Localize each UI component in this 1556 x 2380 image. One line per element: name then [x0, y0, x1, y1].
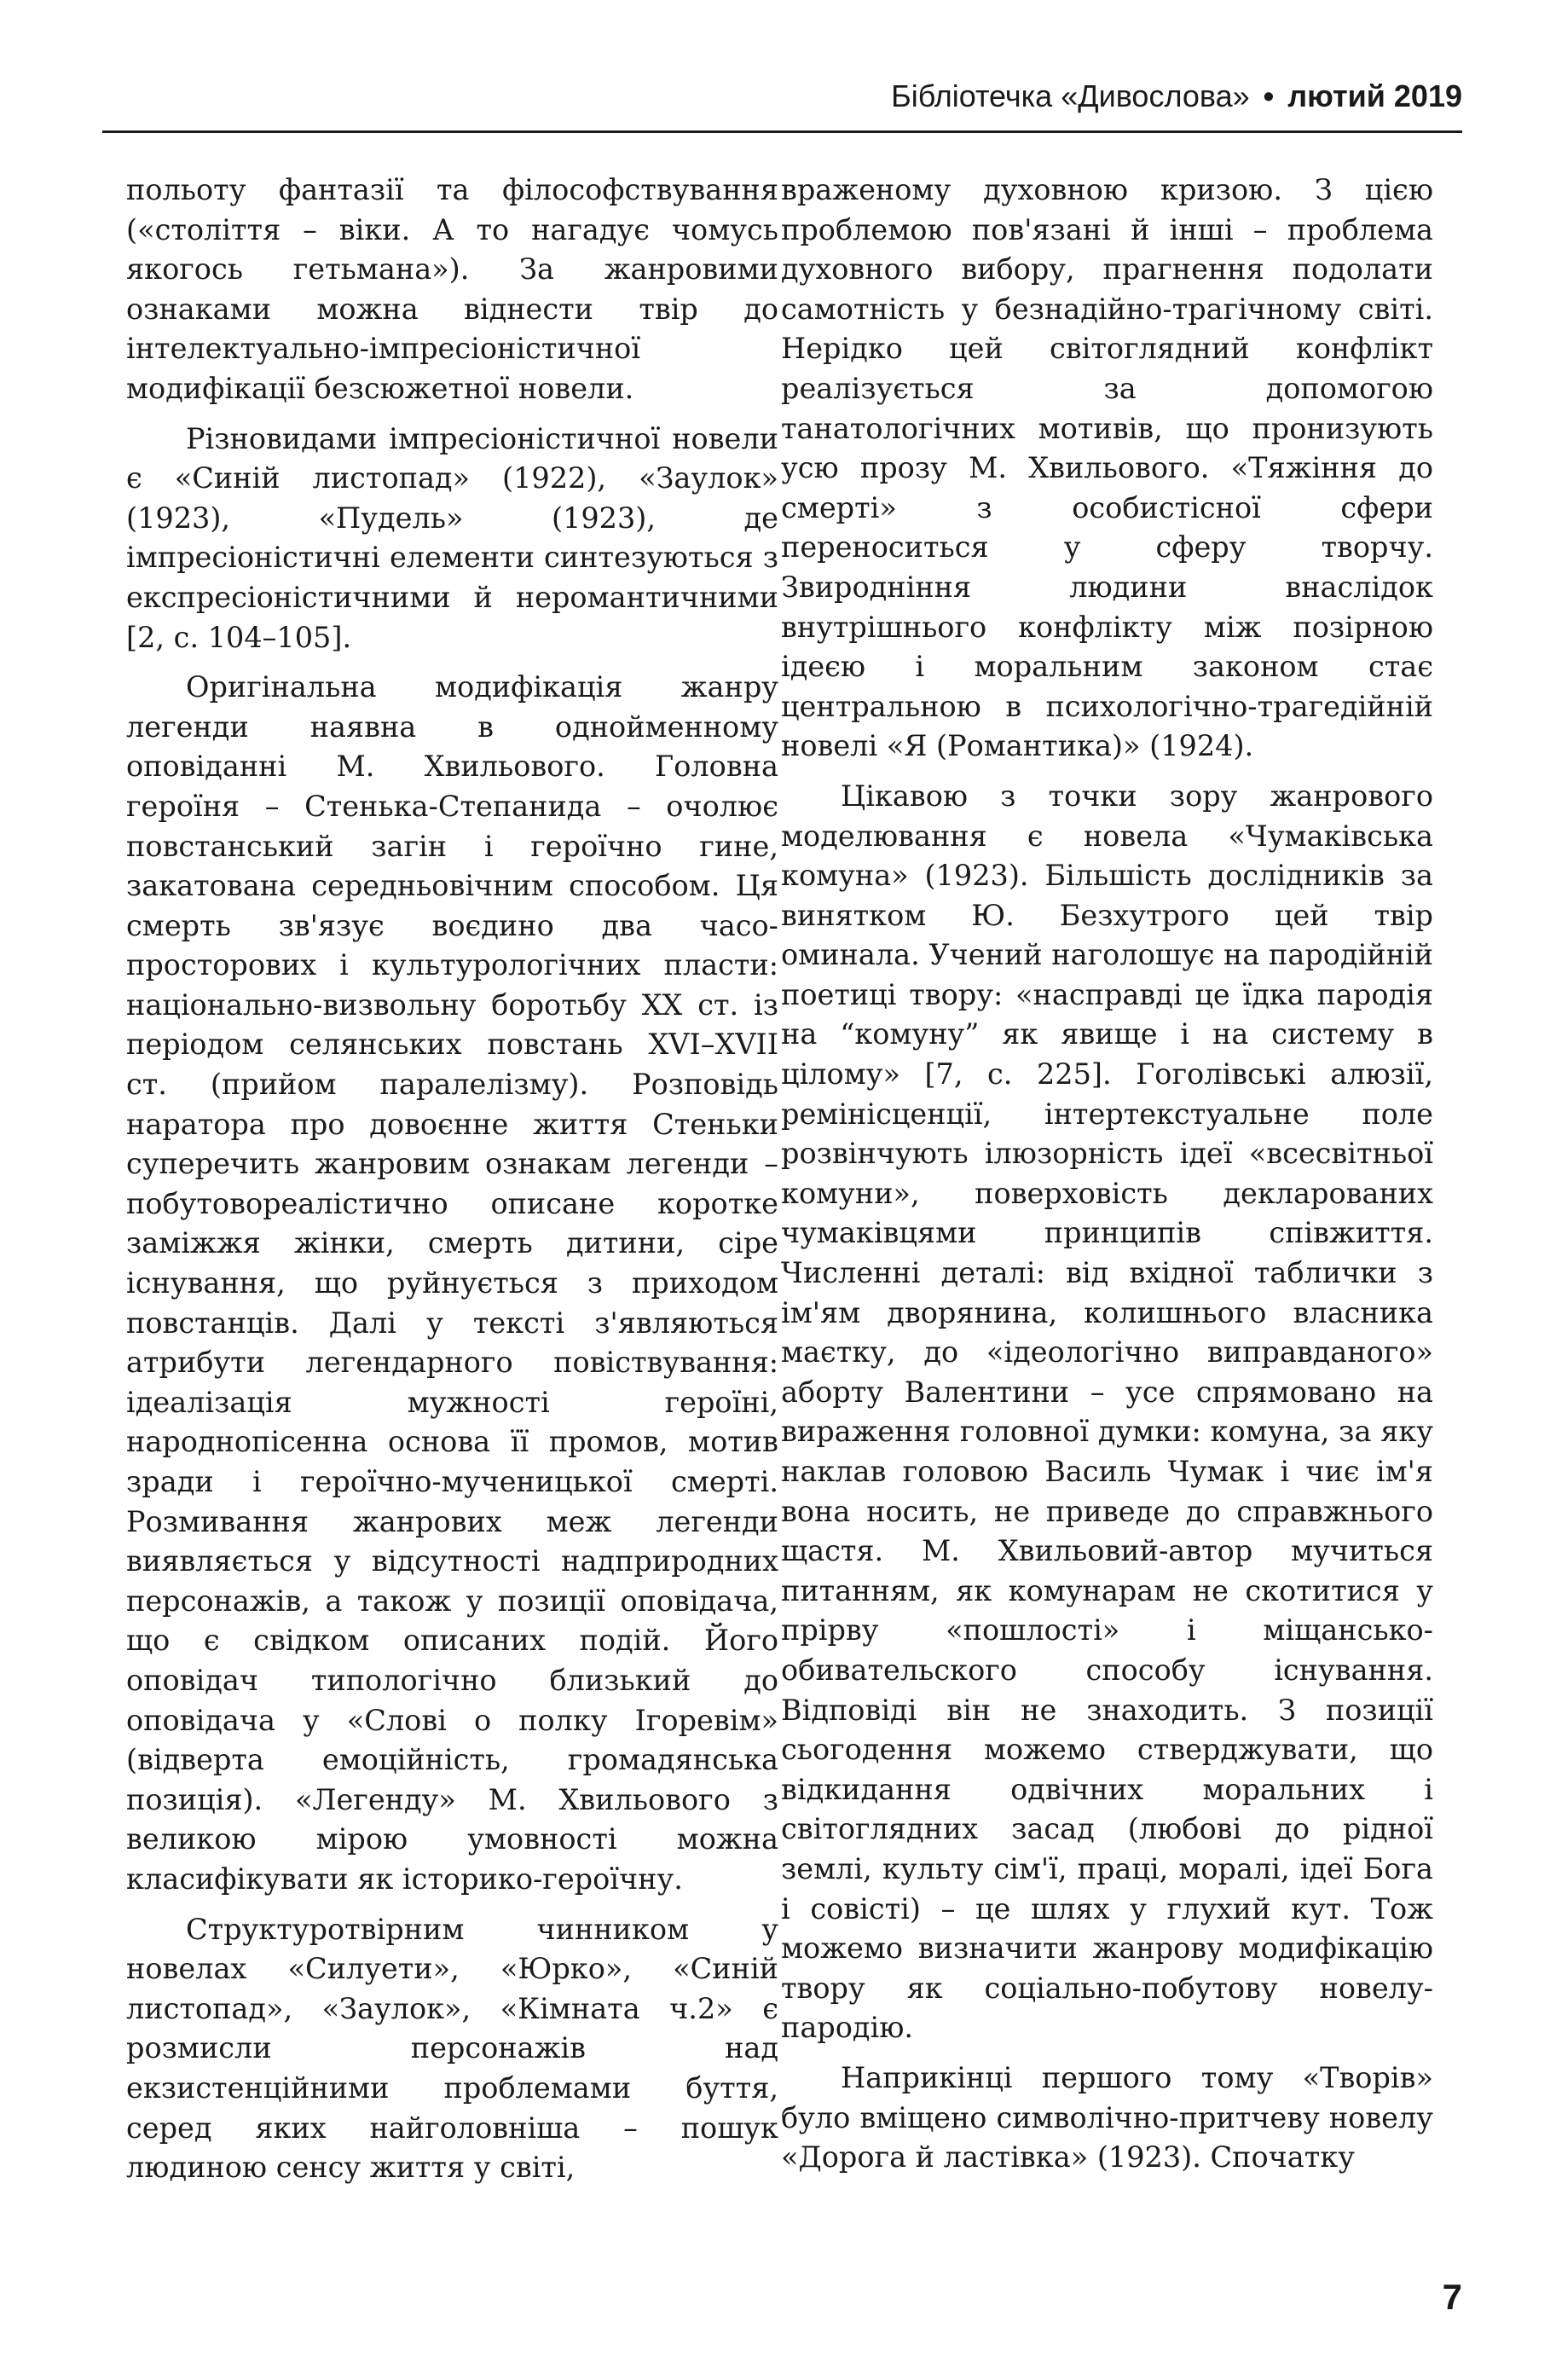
header-rule: [102, 130, 1462, 133]
paragraph: польоту фантазії та філософствування («століття – віки. А то нагадує чомусь якогось гетьмана»). За жанровими ознаками можна віднести твір до інтелектуально-імпресіоністичної модифікації безсюжетної новели.: [126, 173, 778, 405]
left-column: [126, 171, 778, 2198]
running-header: [102, 67, 1462, 126]
paragraph: Цікавою з точки зору жанрового моделювання є новела «Чумаківська комуна» (1923). Більшість дослідників за винятком Ю. Безхутрого цей твір оминала. Учений наголошує на пародійній поетиці твору: «насправді це їдка пародія на “комуну” як явище і на систему в цілому» [7, с. 225]. Гоголівські алюзії, ремінісценції, інтертекстуальне поле розвінчують ілюзорність ідеї «всесвітньої комуни», поверховість декларованих чумаківцями принципів співжиття. Численні деталі: від вхідної таблички з ім'ям дворянина, колишнього власника маєтку, до «ідеологічно виправданого» аборту Валентини – усе спрямовано на вираження головної думки: комуна, за яку наклав головою Василь Чумак і чиє ім'я вона носить, не приведе до справжнього щастя. М. Хвильовий-автор мучиться питанням, як комунарам не скотитися у прірву «пошлості» і міщансько-обивательского способу існування. Відповіді він не знаходить. З позиції сьогодення можемо стверджувати, що відкидання одвічних моральних і світоглядних засад (любові до рідної землі, культу сім'ї, праці, моралі, ідеї Бога і совісті) – це шлях у глухий кут. Тож можемо визначити жанрову модифікацію твору як соціально-побутову новелу-пародію.: [781, 779, 1433, 2045]
paragraph: Наприкінці першого тому «Творів» було вміщено символічно-притчеву новелу «Дорога й ластівка» (1923). Спочатку: [781, 2060, 1433, 2174]
paragraph: Оригінальна модифікація жанру легенди наявна в однойменному оповіданні М. Хвильового. Головна героїня – Стенька-Степанида – очолює повстанський загін і героїчно гине, закатована середньовічним способом. Ця смерть зв'язує воєдино два часо-просторових і культурологічних пласти: національно-визвольну боротьбу XX ст. із періодом селянських повстань XVI–XVII ст. (прийом паралелізму). Розповідь наратора про довоєнне життя Стеньки суперечить жанровим ознакам легенди – побутовореалістично описане коротке заміжжя жінки, смерть дитини, сіре існування, що руйнується з приходом повстанців. Далі у тексті з'являються атрибути легендарного повіствування: ідеалізація мужності героїні, народнопісенна основа її промов, мотив зради і героїчно-мученицької смерті. Розмивання жанрових меж легенди виявляється у відсутності надприродних персонажів, а також у позиції оповідача, що є свідком описаних подій. Його оповідач типологічно близький до оповідача у «Слові о полку Ігоревім» (відверта емоційність, громадянська позиція). «Легенду» М. Хвильового з великою мірою умовності можна класифікувати як історико-героїчну.: [126, 670, 778, 1896]
paragraph: Різновидами імпресіоністичної новели є «Синій листопад» (1922), «Заулок» (1923), «Пудель» (1923), де імпресіоністичні елементи синтезуються з експресіоністичними й неромантичними [2, с. 104–105].: [126, 421, 778, 654]
page-number: 7: [1442, 2277, 1462, 2317]
header-bullet: •: [1263, 78, 1275, 113]
paragraph: Структуротвірним чинником у новелах «Силуети», «Юрко», «Синій листопад», «Заулок», «Кімната ч.2» є розмисли персонажів над екзистенційними проблемами буття, серед яких найголовніша – пошук людиною сенсу життя у світі,: [126, 1912, 778, 2185]
right-column: [781, 171, 1433, 2188]
publication-title: Бібліотечка «Дивослова»: [891, 78, 1250, 113]
issue-date: лютий 2019: [1287, 78, 1462, 113]
paragraph: враженому духовною кризою. З цією проблемою пов'язані й інші – проблема духовного вибору, прагнення подолати самотність у безнадійно-трагічному світі. Нерідко цей світоглядний конфлікт реалізується за допомогою танатологічних мотивів, що пронизують усю прозу М. Хвильового. «Тяжіння до смерті» з особистісної сфери переноситься у сферу творчу. Звиродніння людини внаслідок внутрішнього конфлікту між позірною ідеєю і моральним законом стає центральною в психологічно-трагедійній новелі «Я (Романтика)» (1924).: [781, 173, 1433, 763]
